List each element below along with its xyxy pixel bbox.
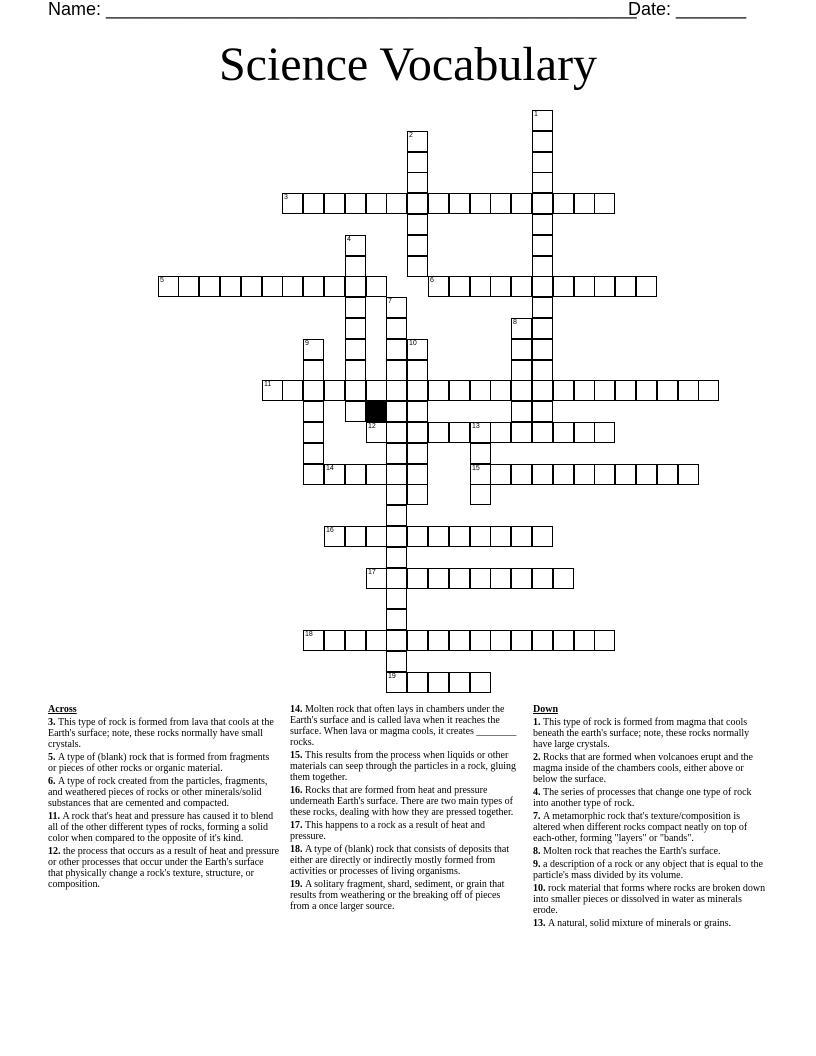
clue-number: 14 [326,465,334,472]
grid-cell[interactable] [386,609,407,630]
grid-cell[interactable] [553,380,574,401]
clue-number: 19. [290,879,305,890]
grid-cell[interactable] [386,588,407,609]
name-field-label[interactable]: Name: _____________________________________________________ [48,0,637,19]
grid-cell[interactable] [324,193,345,214]
grid-cell[interactable] [532,172,553,193]
clue-text: This type of rock is formed from magma that cools beneath the earth's surface; note, these rocks normally have large crystals. [533,717,750,750]
across-heading: Across [48,704,77,715]
clue-item [533,787,767,809]
grid-cell[interactable] [407,443,428,464]
grid-cell[interactable] [511,464,532,485]
grid-cell[interactable] [594,380,615,401]
grid-cell[interactable] [428,630,449,651]
grid-cell[interactable] [511,360,532,381]
grid-cell[interactable] [574,630,595,651]
clue-number: 1. [533,717,543,728]
grid-cell[interactable] [345,526,366,547]
grid-cell[interactable] [470,276,491,297]
clue-text: Rocks that are formed when volcanoes erupt and the magma inside of the chambers cools, either above or below the surface. [533,752,753,785]
grid-cell[interactable] [532,297,553,318]
grid-cell[interactable] [511,630,532,651]
grid-cell[interactable] [386,547,407,568]
clue-item [533,859,767,881]
grid-cell[interactable] [366,422,387,443]
grid-cell[interactable] [490,193,511,214]
grid-cell[interactable] [407,672,428,693]
grid-cell[interactable] [532,131,553,152]
clue-item [48,717,280,750]
grid-cell[interactable] [553,630,574,651]
grid-cell[interactable] [345,193,366,214]
grid-cell[interactable] [345,297,366,318]
grid-cell[interactable] [386,380,407,401]
grid-cell[interactable] [553,568,574,589]
grid-cell[interactable] [407,360,428,381]
grid-cell[interactable] [594,193,615,214]
grid-cell[interactable] [345,464,366,485]
grid-cell[interactable] [532,401,553,422]
grid-cell[interactable] [470,443,491,464]
grid-cell[interactable] [386,672,407,693]
clue-number: 2 [409,132,413,139]
grid-cell[interactable] [407,152,428,173]
clue-number: 16 [326,527,334,534]
clue-number: 10 [409,340,417,347]
clue-text: rock material that forms where rocks are broken down into smaller pieces or dissolved in water as minerals erode. [533,883,766,916]
grid-cell[interactable] [241,276,262,297]
grid-cell[interactable] [532,235,553,256]
clue-text: A type of (blank) rock that is formed from fragments or pieces of other rocks or organic material. [48,752,270,774]
grid-cell[interactable] [199,276,220,297]
grid-cell[interactable] [386,297,407,318]
grid-cell[interactable] [470,380,491,401]
clue-number: 7. [533,811,543,822]
grid-cell[interactable] [470,630,491,651]
grid-cell[interactable] [511,401,532,422]
grid-cell[interactable] [386,401,407,422]
grid-cell[interactable] [574,276,595,297]
grid-cell[interactable] [282,380,303,401]
grid-cell[interactable] [386,360,407,381]
clue-item [290,785,522,818]
grid-cell[interactable] [428,193,449,214]
grid-cell[interactable] [470,484,491,505]
grid-cell[interactable] [574,464,595,485]
clue-number: 3. [48,717,58,728]
grid-cell[interactable] [470,422,491,443]
grid-cell[interactable] [324,276,345,297]
grid-cell[interactable] [324,630,345,651]
grid-cell[interactable] [490,276,511,297]
grid-cell[interactable] [303,380,324,401]
grid-cell[interactable] [553,422,574,443]
grid-cell[interactable] [615,380,636,401]
clue-item [533,752,767,785]
grid-cell[interactable] [303,464,324,485]
grid-cell[interactable] [532,380,553,401]
clue-number: 6. [48,776,58,787]
clue-text: A solitary fragment, shard, sediment, or grain that results from weathering or the breaking off of pieces from a once larger source. [290,879,505,912]
grid-cell[interactable] [490,422,511,443]
grid-cell[interactable] [532,318,553,339]
clue-text: This type of rock is formed from lava that cools at the Earth's surface; note, these rocks normally have small crystals. [48,717,274,750]
grid-cell[interactable] [594,276,615,297]
grid-cell[interactable] [428,526,449,547]
grid-cell[interactable] [345,630,366,651]
grid-cell[interactable] [386,193,407,214]
clue-number: 1 [534,111,538,118]
grid-cell[interactable] [345,401,366,422]
clue-text: Molten rock that often lays in chambers under the Earth's surface and is called lava when it reaches the surface. When lava or magma cools, it creates ________ rocks. [290,704,517,748]
clue-item [533,811,767,844]
grid-cell[interactable] [386,526,407,547]
grid-cell[interactable] [428,672,449,693]
grid-cell[interactable] [262,380,283,401]
grid-cell[interactable] [407,131,428,152]
grid-cell[interactable] [428,568,449,589]
grid-cell[interactable] [386,484,407,505]
grid-cell[interactable] [407,172,428,193]
clue-item [290,879,522,912]
clue-number: 4 [347,236,351,243]
grid-cell[interactable] [303,360,324,381]
clue-text: Molten rock that reaches the Earth's surface. [543,846,721,857]
across-clue-list-continued [290,704,522,912]
down-heading: Down [533,704,559,715]
grid-cell[interactable] [553,193,574,214]
grid-cell[interactable] [303,401,324,422]
grid-cell[interactable] [407,401,428,422]
grid-cell[interactable] [366,380,387,401]
grid-cell[interactable] [386,422,407,443]
grid-cell[interactable] [407,464,428,485]
clue-text: A type of (blank) rock that consists of deposits that either are directly or indirectly mostly formed from activities or processes of living organisms. [290,844,510,877]
grid-cell[interactable] [449,193,470,214]
clue-item [533,846,767,857]
clue-item [48,776,280,809]
clue-item [290,704,522,748]
grid-cell[interactable] [511,526,532,547]
grid-cell[interactable] [449,380,470,401]
clue-number: 11. [48,811,63,822]
grid-cell[interactable] [428,380,449,401]
grid-cell[interactable] [636,464,657,485]
grid-cell[interactable] [532,193,553,214]
grid-cell[interactable] [470,464,491,485]
grid-cell[interactable] [532,526,553,547]
clue-number: 4. [533,787,543,798]
grid-cell[interactable] [324,380,345,401]
grid-cell[interactable] [220,276,241,297]
grid-cell[interactable] [407,422,428,443]
clue-item [533,883,767,916]
clue-text: A natural, solid mixture of minerals or grains. [548,918,732,929]
grid-cell[interactable] [594,422,615,443]
grid-cell[interactable] [386,443,407,464]
grid-cell[interactable] [282,276,303,297]
grid-cell[interactable] [449,630,470,651]
grid-cell[interactable] [532,110,553,131]
grid-cell[interactable] [366,276,387,297]
grid-cell[interactable] [407,380,428,401]
clue-number: 8. [533,846,543,857]
clue-number: 2. [533,752,543,763]
grid-cell[interactable] [386,568,407,589]
grid-cell[interactable] [303,422,324,443]
grid-cell[interactable] [386,505,407,526]
grid-cell[interactable] [615,464,636,485]
clue-item [533,717,767,750]
clue-item [48,846,280,890]
grid-cell[interactable] [490,380,511,401]
grid-cell[interactable] [386,464,407,485]
clue-number: 7 [388,298,392,305]
clue-number: 17 [368,569,376,576]
grid-cell[interactable] [636,276,657,297]
clue-number: 5 [160,277,164,284]
grid-cell[interactable] [678,464,699,485]
clues-column-3 [533,704,767,931]
clue-text: The series of processes that change one type of rock into another type of rock. [533,787,752,809]
clue-text: Rocks that are formed from heat and pressure underneath Earth's surface. There are two main types of these rocks, dealing with how they are pressed together. [290,785,514,818]
clue-item [48,811,280,844]
grid-cell[interactable] [449,276,470,297]
grid-block [366,401,387,422]
grid-cell[interactable] [490,630,511,651]
grid-cell[interactable] [574,193,595,214]
clue-item [48,752,280,774]
grid-cell[interactable] [407,339,428,360]
grid-cell[interactable] [386,630,407,651]
grid-cell[interactable] [407,235,428,256]
grid-cell[interactable] [470,526,491,547]
grid-cell[interactable] [511,568,532,589]
grid-cell[interactable] [449,672,470,693]
grid-cell[interactable] [345,380,366,401]
clue-number: 17. [290,820,305,831]
grid-cell[interactable] [366,568,387,589]
grid-cell[interactable] [532,568,553,589]
grid-cell[interactable] [511,193,532,214]
clue-text: the process that occurs as a result of heat and pressure or other processes that occur under the Earth's surface that physically change a rock's texture, structure, or composition. [48,846,280,890]
clue-number: 18 [305,631,313,638]
page-title: Science Vocabulary [218,38,598,91]
grid-cell[interactable] [574,380,595,401]
grid-cell[interactable] [303,443,324,464]
grid-cell[interactable] [532,360,553,381]
grid-cell[interactable] [178,276,199,297]
clues-column-1 [48,704,280,892]
clue-number: 5. [48,752,58,763]
grid-cell[interactable] [282,193,303,214]
grid-cell[interactable] [470,193,491,214]
clue-number: 13 [472,423,480,430]
grid-cell[interactable] [158,276,179,297]
grid-cell[interactable] [511,339,532,360]
grid-cell[interactable] [511,318,532,339]
grid-cell[interactable] [574,422,595,443]
grid-cell[interactable] [594,630,615,651]
clue-number: 15 [472,465,480,472]
clues-column-2 [290,704,522,914]
grid-cell[interactable] [532,152,553,173]
grid-cell[interactable] [449,422,470,443]
clue-number: 13. [533,918,548,929]
clue-number: 16. [290,785,305,796]
clue-number: 9. [533,859,543,870]
grid-cell[interactable] [470,672,491,693]
grid-cell[interactable] [511,380,532,401]
grid-cell[interactable] [636,380,657,401]
grid-cell[interactable] [532,276,553,297]
grid-cell[interactable] [407,256,428,277]
grid-cell[interactable] [553,276,574,297]
clue-text: A metamorphic rock that's texture/composition is altered when different rocks compact neatly on top of each-other, forming "layers" or "bands". [533,811,748,844]
grid-cell[interactable] [511,422,532,443]
clue-number: 9 [305,340,309,347]
grid-cell[interactable] [532,339,553,360]
grid-cell[interactable] [386,651,407,672]
clue-number: 19 [388,673,396,680]
grid-cell[interactable] [324,464,345,485]
grid-cell[interactable] [366,630,387,651]
header [48,0,768,22]
clue-number: 3 [284,194,288,201]
grid-cell[interactable] [345,235,366,256]
grid-cell[interactable] [345,256,366,277]
grid-cell[interactable] [345,339,366,360]
grid-cell[interactable] [407,214,428,235]
grid-cell[interactable] [428,422,449,443]
clue-item [533,918,767,929]
date-field-label[interactable]: Date: _______ [628,0,747,19]
grid-cell[interactable] [532,630,553,651]
clue-text: A type of rock created from the particles, fragments, and weathered pieces of rocks or other minerals/solid substances that are cemented and compacted. [48,776,268,809]
grid-cell[interactable] [407,484,428,505]
grid-cell[interactable] [532,214,553,235]
grid-cell[interactable] [407,630,428,651]
grid-cell[interactable] [532,422,553,443]
grid-cell[interactable] [657,464,678,485]
grid-cell[interactable] [407,526,428,547]
grid-cell[interactable] [553,464,574,485]
clue-text: A rock that's heat and pressure has caused it to blend all of the other different types of rocks, forming a solid color when compared to the opposite of it's kind. [48,811,274,844]
clue-item [290,844,522,877]
clue-number: 8 [513,319,517,326]
clue-number: 12 [368,423,376,430]
grid-cell[interactable] [366,526,387,547]
grid-cell[interactable] [345,318,366,339]
clue-number: 14. [290,704,305,715]
grid-cell[interactable] [449,568,470,589]
grid-cell[interactable] [428,276,449,297]
grid-cell[interactable] [303,193,324,214]
grid-cell[interactable] [407,568,428,589]
grid-cell[interactable] [303,630,324,651]
grid-cell[interactable] [324,526,345,547]
grid-cell[interactable] [386,339,407,360]
clue-number: 12. [48,846,63,857]
clue-number: 10. [533,883,548,894]
grid-cell[interactable] [490,568,511,589]
clue-number: 6 [430,277,434,284]
clue-text: This happens to a rock as a result of heat and pressure. [290,820,485,842]
clue-text: a description of a rock or any object that is equal to the particle's mass divided by its volume. [533,859,763,881]
grid-cell[interactable] [678,380,699,401]
across-clue-list [48,717,280,890]
grid-cell[interactable] [366,193,387,214]
clue-text: This results from the process when liquids or other materials can seep through the particles in a rock, gluing them together. [290,750,517,783]
grid-cell[interactable] [532,256,553,277]
grid-cell[interactable] [490,464,511,485]
grid-cell[interactable] [490,526,511,547]
down-clue-list [533,717,767,929]
grid-cell[interactable] [345,276,366,297]
grid-cell[interactable] [366,464,387,485]
grid-cell[interactable] [407,193,428,214]
grid-cell[interactable] [511,276,532,297]
grid-cell[interactable] [615,276,636,297]
grid-cell[interactable] [345,360,366,381]
clue-number: 18. [290,844,305,855]
grid-cell[interactable] [594,464,615,485]
clue-number: 15. [290,750,305,761]
grid-cell[interactable] [532,464,553,485]
grid-cell[interactable] [386,318,407,339]
clue-number: 11 [264,381,272,388]
grid-cell[interactable] [470,568,491,589]
grid-cell[interactable] [657,380,678,401]
clue-item [290,750,522,783]
grid-cell[interactable] [303,339,324,360]
grid-cell[interactable] [262,276,283,297]
grid-cell[interactable] [449,526,470,547]
grid-cell[interactable] [698,380,719,401]
clue-item [290,820,522,842]
grid-cell[interactable] [303,276,324,297]
